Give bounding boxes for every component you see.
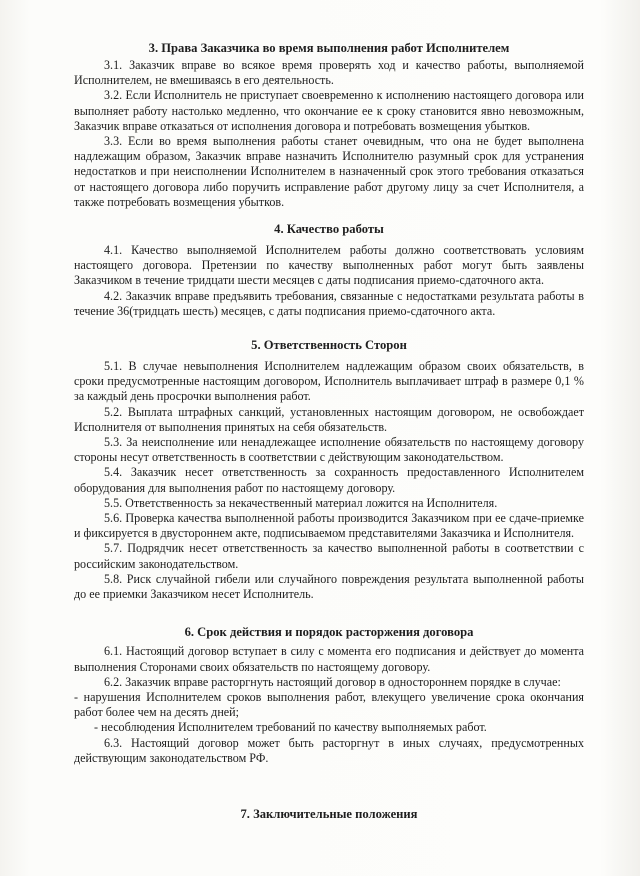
paragraph-4-1: 4.1. Качество выполняемой Исполнителем работы должно соответствовать условиям настоящего договора. Претензии по качеству выполненных работ могут быть заявлены Заказчиком в течение тридцати шести месяцев с даты подписания приемо-сдаточного акта. — [74, 243, 584, 288]
section-4 — [74, 221, 584, 319]
paragraph-6-1: 6.1. Настоящий договор вступает в силу с момента его подписания и действует до момента выполнения Сторонами своих обязательств по настоящему договору. — [74, 644, 584, 674]
paragraph-4-2: 4.2. Заказчик вправе предъявить требования, связанные с недостатками результата работы в течение 36(тридцать шесть) месяцев, с даты подписания приемо-сдаточного акта. — [74, 288, 584, 318]
list-item: - несоблюдения Исполнителем требований по качеству выполняемых работ. — [94, 720, 487, 735]
section-title: 6. Срок действия и порядок расторжения договора — [184, 625, 474, 640]
section-5 — [74, 337, 584, 602]
paragraph-5-1: 5.1. В случае невыполнения Исполнителем надлежащим образом своих обязательств, в сроки предусмотренные настоящим договором, Исполнитель выплачивает штраф в размере 0,1 % за каждый день просрочки выполнения работ. — [74, 359, 584, 404]
section-title: 3. Права Заказчика во время выполнения работ Исполнителем — [148, 41, 510, 55]
paragraph-5-6: 5.6. Проверка качества выполненной работы производится Заказчиком при ее сдаче-приемке и фиксируется в двустороннем акте, подписываемом представителями Заказчика и Исполнителя. — [74, 511, 584, 541]
paragraph-6-3: 6.3. Настоящий договор может быть расторгнут в иных случаях, предусмотренных действующим законодательством РФ. — [74, 735, 584, 765]
document-body — [74, 40, 584, 822]
paragraph-5-8: 5.8. Риск случайной гибели или случайного повреждения результата выполненной работы до ее приемки Заказчиком несет Исполнитель. — [74, 571, 584, 602]
paragraph-5-2: 5.2. Выплата штрафных санкций, установленных настоящим договором, не освобождает Исполнителя от выполнения принятых на себя обязательств. — [74, 404, 584, 434]
paragraph-3-1: 3.1. Заказчик вправе во всякое время проверять ход и качество работы, выполняемой Исполнителем, не вмешиваясь в его деятельность. — [74, 58, 584, 88]
section-3 — [74, 40, 584, 210]
section-6 — [74, 624, 584, 766]
list-item: - нарушения Исполнителем сроков выполнения работ, влекущего увеличение срока окончания работ более чем на десять дней; — [74, 689, 584, 720]
paragraph-5-5: 5.5. Ответственность за некачественный материал ложится на Исполнителя. — [104, 495, 498, 510]
paragraph-5-7: 5.7. Подрядчик несет ответственность за качество выполненной работы в соответствии с российским законодательством. — [74, 541, 584, 571]
paragraph-3-3: 3.3. Если во время выполнения работы станет очевидным, что она не будет выполнена надлежащим образом, Заказчик вправе назначить Исполнителю разумный срок для устранения недостатков и при неисполнении Исполнителем в назначенный срок этого требования отказаться от настоящего договора либо поручить исправление работ другому лицу за счет Исполнителя, а также потребовать возмещения убытков. — [74, 134, 584, 209]
paragraph-5-3: 5.3. За неисполнение или ненадлежащее исполнение обязательств по настоящему договору стороны несут ответственность в соответствии с действующим законодательством. — [74, 435, 584, 465]
section-title: 4. Качество работы — [274, 222, 384, 237]
paragraph-3-2: 3.2. Если Исполнитель не приступает своевременно к исполнению настоящего договора или выполняет работу настолько медленно, что окончание ее к сроку становится явно невозможным, Заказчик вправе отказаться от исполнения договора и потребовать возмещения убытков. — [74, 88, 584, 133]
paragraph-6-2: 6.2. Заказчик вправе расторгнуть настоящий договор в одностороннем порядке в случае: — [104, 674, 561, 689]
section-title: 7. Заключительные положения — [240, 806, 418, 821]
section-7 — [74, 806, 584, 822]
section-title: 5. Ответственность Сторон — [251, 338, 407, 353]
paragraph-5-4: 5.4. Заказчик несет ответственность за сохранность предоставленного Исполнителем оборудования для выполнения работ по настоящему договору. — [74, 465, 584, 495]
